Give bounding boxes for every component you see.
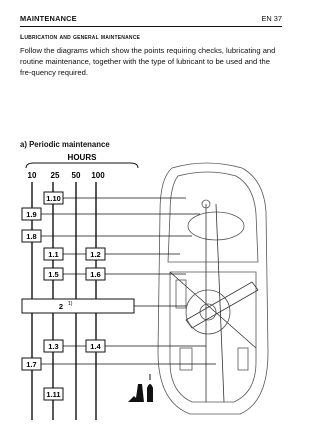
box-1-6 [86,268,105,280]
hours-col-50: 50 [71,171,81,180]
hours-label: HOURS [67,153,97,162]
svg-text:1.1: 1.1 [48,250,59,259]
box-1-2 [86,248,105,260]
svg-text:1.11: 1.11 [46,390,61,399]
box-1-1 [44,248,63,260]
hours-col-25: 25 [50,171,60,180]
mower-outline-icon [158,163,268,414]
hours-col-10: 10 [27,171,37,180]
svg-text:1.6: 1.6 [90,270,101,279]
header-section: MAINTENANCE [20,14,77,23]
svg-text:1.8: 1.8 [26,232,37,241]
section-title: Lubrication and general maintenance [20,34,141,41]
box-1-3 [44,340,63,352]
svg-text:1.9: 1.9 [26,210,37,219]
footnote-mark: 1) [68,301,73,307]
grease-gun-icon [147,374,153,402]
intro-paragraph: Follow the diagrams which show the points requiring checks, lubricating and routine maintenance, together with the type of lubricant to be used and the fre-quency required. [20,46,276,77]
hours-col-100: 100 [91,171,105,180]
box-1-4 [86,340,105,352]
box-1-11 [44,388,63,400]
box-1-10 [44,192,63,204]
svg-text:1.3: 1.3 [48,342,59,351]
page-header [20,14,282,26]
box-1-9 [22,208,41,220]
hours-bracket [26,163,138,168]
subsection-title: a) Periodic maintenance [20,140,110,149]
page-number: EN 37 [261,14,282,23]
svg-text:1.7: 1.7 [26,360,37,369]
svg-text:1.2: 1.2 [90,250,101,259]
maintenance-diagram [20,152,282,420]
svg-text:1.10: 1.10 [46,194,61,203]
svg-text:1.5: 1.5 [48,270,59,279]
box-1-7 [22,358,41,370]
svg-text:1.4: 1.4 [90,342,101,351]
box-2 [22,299,134,313]
box-1-8 [22,230,41,242]
oil-can-icon [128,384,144,402]
box-1-5 [44,268,63,280]
svg-text:2: 2 [58,302,64,311]
header-rule [20,26,282,27]
